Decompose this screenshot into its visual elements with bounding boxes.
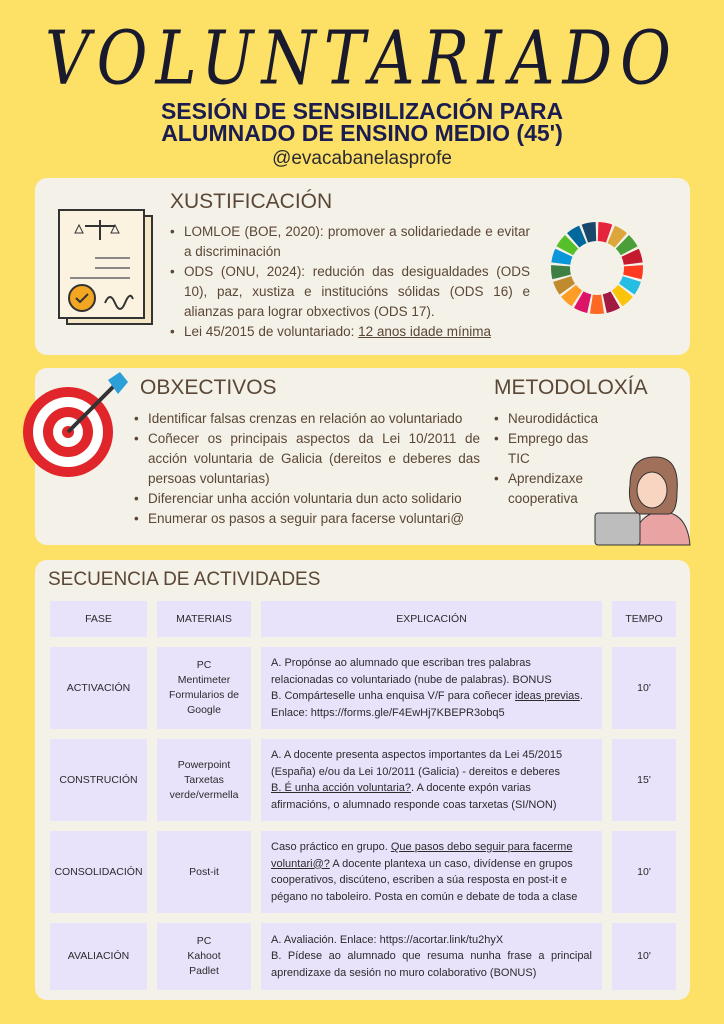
cell-tempo: 10' — [612, 647, 676, 729]
cell-materiais: Post-it — [157, 831, 251, 913]
exp-text — [271, 780, 592, 813]
exp-underlined: ideas previas — [514, 690, 580, 702]
exp-text: A. Avaliación. Enlace: https://acortar.link/tu2hyX — [271, 933, 504, 946]
target-icon — [20, 370, 132, 480]
metodoloxia-heading: METODOLOXÍA — [494, 376, 648, 399]
obxectivos-heading: OBXECTIVOS — [140, 376, 277, 399]
item-text: Lei 45/2015 de voluntariado: — [184, 324, 359, 339]
xustificacion-item — [170, 322, 530, 342]
author-handle: @evacabanelasprofe — [272, 148, 452, 169]
cell-fase: AVALIACIÓN — [50, 923, 147, 990]
exp-span: . — [579, 690, 583, 702]
cell-fase: CONSTRUCIÓN — [50, 739, 147, 821]
form-link[interactable]: Enlace: https://forms.gle/F4EwHj7KBEPR3obq5 — [271, 706, 505, 719]
metodoloxia-item: • Emprego das TIC — [494, 429, 589, 469]
item-underlined: 12 anos idade mínima — [358, 324, 491, 339]
column-header-tempo: TEMPO — [612, 601, 676, 637]
exp-underlined: B. É unha acción voluntaria? — [271, 782, 412, 794]
exp-span: A docente plantexa un caso, divídense en grupos cooperativos, discúteno, escriben a súa resposta en post-it e péganо no taboleiro. Posta en común e debate de toda a clase — [271, 857, 578, 903]
cell-tempo: 10' — [612, 923, 676, 990]
exp-text: A. A docente presenta aspectos importantes da Lei 45/2015 (España) e/ou da Lei 10/2011 (Galicia) - dereitos e deberes — [271, 749, 563, 778]
xustificacion-item: • ODS (ONU, 2024): redución das desigualdades (ODS 10), paz, xustiza e institucións sólidas (ODS 16) e alianzas para lograr obxectivos (ODS 17). — [170, 262, 530, 322]
column-header-explicacion: EXPLICACIÓN — [261, 601, 602, 637]
exp-text — [271, 688, 592, 705]
obxectivo-item: • Identificar falsas crenzas en relación ao voluntariado — [134, 409, 480, 429]
exp-underlined: Que pasos debo seguir para facerme voluntari@? — [271, 841, 573, 870]
cell-fase: ACTIVACIÓN — [50, 647, 147, 729]
exp-text: B. Pídese ao alumnado que resuma nunha frase a principal aprendizaxe da sesión no muro colaborativo (BONUS) — [271, 950, 592, 979]
metodoloxia-item: • Neurodidáctica — [494, 409, 589, 429]
cell-materiais: PC Mentimeter Formularios de Google — [157, 647, 251, 729]
metodoloxia-item: • Aprendizaxe cooperativa — [494, 469, 589, 509]
sdg-segment — [623, 265, 643, 279]
obxectivo-item: • Enumerar os pasos a seguir para facerse voluntari@ — [134, 509, 480, 529]
main-title: VOLUNTARIADO — [44, 14, 680, 102]
subtitle — [0, 100, 724, 144]
secuencia-heading: SECUENCIA DE ACTIVIDADES — [48, 569, 321, 590]
sdg-segment — [590, 295, 604, 314]
sdg-wheel-icon — [550, 208, 650, 328]
cell-explicacion — [261, 923, 602, 990]
legal-document-icon — [55, 208, 160, 328]
column-header-materiais: MATERIAIS — [157, 601, 251, 637]
cell-explicacion — [261, 739, 602, 821]
xustificacion-item: • LOMLOE (BOE, 2020): promover a solidariedade e evitar a discriminación — [170, 222, 530, 262]
exp-span: . A docente expón varias afirmacións, o alumnado responde coas tarxetas (SI/NON) — [271, 782, 557, 811]
cell-fase: CONSOLIDACIÓN — [50, 831, 147, 913]
cell-tempo: 10' — [612, 831, 676, 913]
obxectivo-item: • Coñecer os principais aspectos da Lei 10/2011 de acción voluntaria de Galicia (dereitos e deberes das persoas voluntarias) — [134, 429, 480, 489]
cell-materiais: Powerpoint Tarxetas verde/vermella — [157, 739, 251, 821]
exp-span: B. Compárteselle unha enquisa V/F para coñecer — [271, 690, 515, 702]
cell-materiais: PC Kahoot Padlet — [157, 923, 251, 990]
xustificacion-heading: XUSTIFICACIÓN — [170, 190, 333, 213]
subtitle-line-2: ALUMNADO DE ENSINO MEDIO (45') — [161, 120, 563, 146]
column-header-fase: FASE — [50, 601, 147, 637]
exp-span: Caso práctico en grupo. — [271, 841, 391, 853]
cell-explicacion — [261, 647, 602, 729]
cell-tempo: 15' — [612, 739, 676, 821]
subtitle-line-1: SESIÓN DE SENSIBILIZACIÓN PARA — [160, 98, 564, 124]
obxectivo-item: • Diferenciar unha acción voluntaria dun acto solidario — [134, 489, 480, 509]
sdg-segment — [551, 265, 571, 279]
exp-text: A. Propónse ao alumnado que escriban tres palabras relacionadas co voluntariado (nube de palabras). BONUS — [271, 657, 552, 686]
cell-explicacion — [261, 831, 602, 913]
